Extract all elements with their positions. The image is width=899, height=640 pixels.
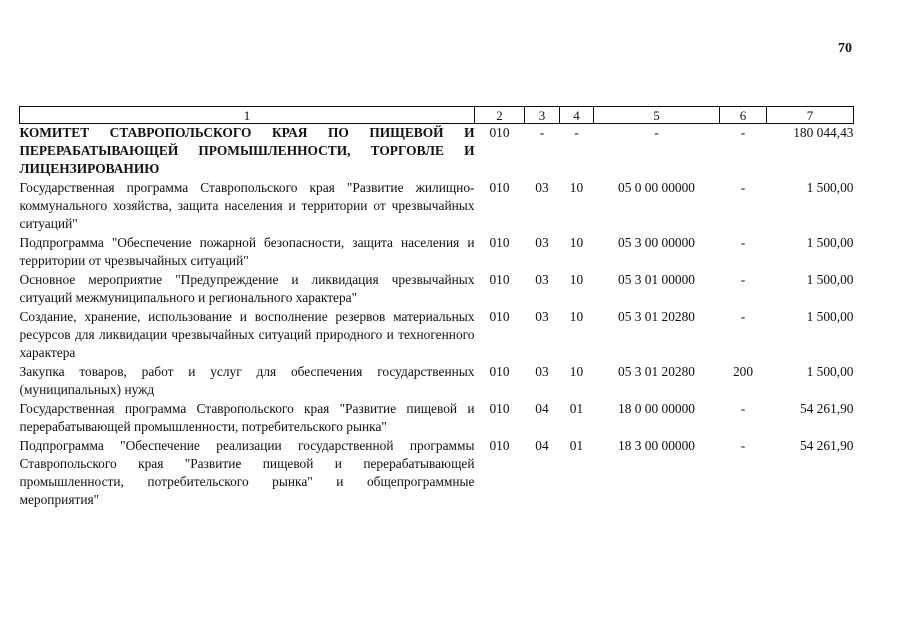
column-header: 1 [20,107,475,124]
row-col5: 05 3 00 00000 [618,235,695,250]
row-col3: 03 [535,272,549,287]
row-col2: 010 [489,438,510,453]
table-row [20,400,854,437]
column-header: 5 [594,107,720,124]
row-name: Подпрограмма "Обеспечение пожарной безопасности, защита населения и территории от чрезвычайных ситуаций" [19,235,475,268]
row-col3: - [539,125,545,140]
row-col6: - [740,272,746,287]
row-amount: 1 500,00 [806,272,854,287]
row-col5: 05 3 01 20280 [618,309,695,324]
row-name: Государственная программа Ставропольского края "Развитие пищевой и перерабатывающей промышленности, потребительского рынка" [19,401,475,434]
row-name: Закупка товаров, работ и услуг для обеспечения государственных (муниципальных) нужд [19,364,475,397]
row-col2: 010 [489,309,510,324]
table-row [20,271,854,308]
row-col3: 04 [535,401,549,416]
table-row [20,363,854,400]
row-col4: 10 [569,235,584,250]
row-name: Основное мероприятие "Предупреждение и ликвидация чрезвычайных ситуаций межмуниципального и регионального характера" [19,272,475,305]
row-col2: 010 [489,125,510,140]
row-amount: 1 500,00 [806,309,854,324]
column-header: 2 [475,107,525,124]
row-col3: 03 [535,309,549,324]
row-col6: - [740,235,746,250]
row-col5: - [654,125,659,140]
table-row [20,179,854,234]
column-header: 7 [767,107,854,124]
row-col2: 010 [489,364,510,379]
table-row [20,308,854,363]
row-col6: - [740,438,746,453]
row-amount: 54 261,90 [799,438,854,453]
row-amount: 1 500,00 [806,235,854,250]
page-number: 70 [838,41,852,56]
row-name: Создание, хранение, использование и восполнение резервов материальных ресурсов для ликвидации чрезвычайных ситуаций природного и техногенного характера [19,309,475,360]
row-col3: 03 [535,180,549,195]
row-amount: 1 500,00 [806,180,854,195]
table-row [20,124,854,180]
row-col6: - [740,125,746,140]
row-col4: 10 [569,272,584,287]
table-header-row [20,107,854,124]
row-col4: - [574,125,579,140]
row-col6: - [740,401,746,416]
column-header: 6 [720,107,767,124]
row-col2: 010 [489,401,510,416]
row-amount: 54 261,90 [799,401,854,416]
row-col3: 03 [535,235,549,250]
row-col4: 10 [569,364,584,379]
row-col4: 10 [569,309,584,324]
row-col5: 18 3 00 00000 [618,438,695,453]
table-row [20,234,854,271]
column-header: 4 [560,107,594,124]
row-col5: 05 0 00 00000 [618,180,695,195]
table-row [20,437,854,510]
row-amount: 180 044,43 [793,125,854,140]
row-col6: - [740,180,746,195]
row-col5: 05 3 01 20280 [618,364,695,379]
budget-table [19,106,854,510]
row-col5: 18 0 00 00000 [618,401,695,416]
column-header: 3 [525,107,560,124]
row-col4: 10 [569,180,584,195]
row-col2: 010 [489,235,510,250]
row-amount: 1 500,00 [806,364,854,379]
row-col3: 04 [535,438,549,453]
row-col3: 03 [535,364,549,379]
row-col4: 01 [569,401,584,416]
row-col6: - [740,309,746,324]
row-col5: 05 3 01 00000 [618,272,695,287]
row-name: Подпрограмма "Обеспечение реализации государственной программы Ставропольского края "Развитие пищевой и перерабатывающей промышленности, потребительского рынка" и общепрограммные мероприятия" [19,438,475,507]
row-name: Государственная программа Ставропольского края "Развитие жилищно-коммунального хозяйства, защита населения и территории от чрезвычайных ситуаций" [19,180,475,231]
row-col6: 200 [732,364,754,379]
row-col2: 010 [489,180,510,195]
row-col4: 01 [569,438,584,453]
row-col2: 010 [489,272,510,287]
row-name: КОМИТЕТ СТАВРОПОЛЬСКОГО КРАЯ ПО ПИЩЕВОЙ И ПЕРЕРАБАТЫВАЮЩЕЙ ПРОМЫШЛЕННОСТИ, ТОРГОВЛЕ И ЛИЦЕНЗИРОВАНИЮ [19,125,475,176]
